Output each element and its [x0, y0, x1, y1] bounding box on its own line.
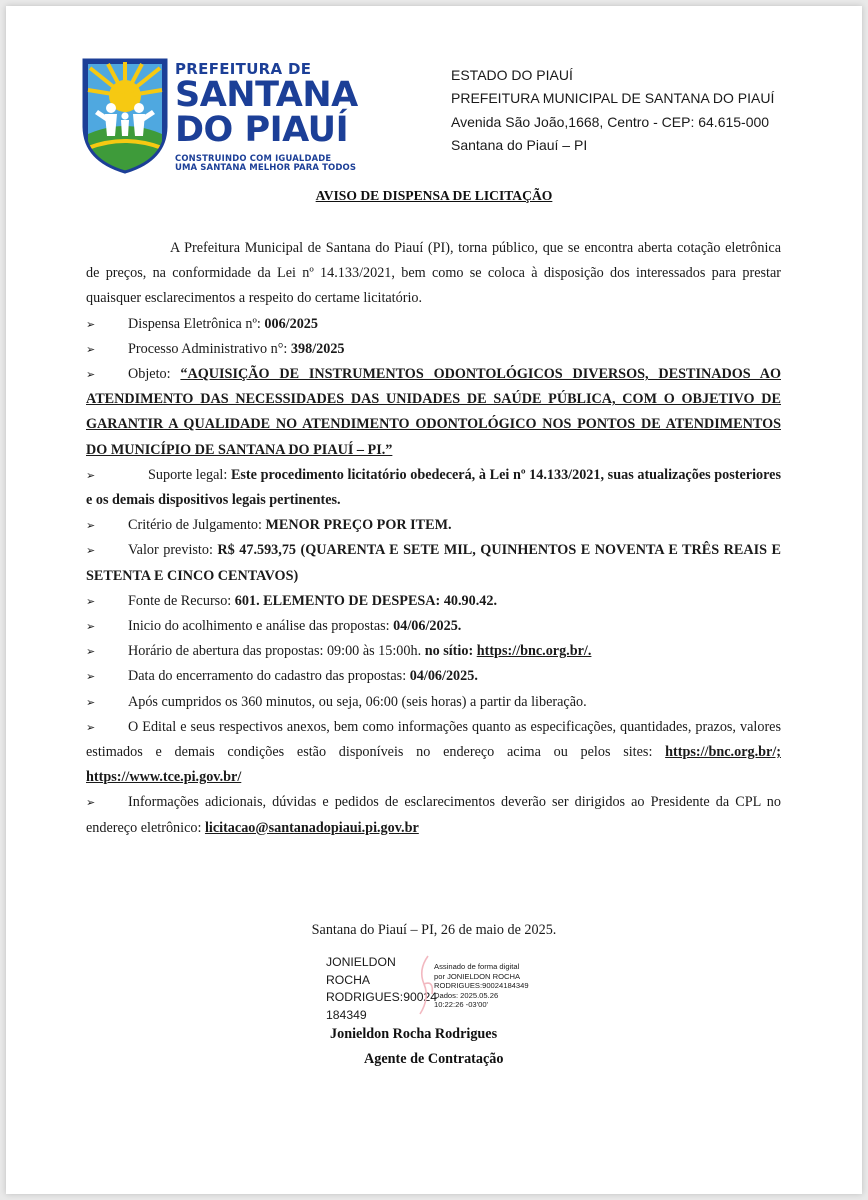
logo-slogan2: UMA SANTANA MELHOR PARA TODOS [175, 163, 357, 173]
logo-top-text: PREFEITURA DE [175, 60, 312, 78]
arrow-bullet-icon: ➢ [86, 720, 96, 734]
list-item-suporte [86, 463, 781, 513]
list-item-fonte [86, 589, 781, 614]
arrow-bullet-icon: ➢ [86, 670, 96, 684]
digital-line: RODRIGUES:90024184349 [434, 981, 529, 991]
header-address: Avenida São João,1668, Centro - CEP: 64.615-000 [451, 113, 770, 130]
objeto-value: “AQUISIÇÃO DE INSTRUMENTOS ODONTOLÓGICOS DIVERSOS, DESTINADOS AO ATENDIMENTO DAS NECESSIDADES DAS UNIDADES DE SAÚDE PÚBLICA, COM O OBJETIVO DE GARANTIR A QUALIDADE NO ATENDIMENTO ODONTOLÓGICO NOS PONTOS DE ATENDIMENTOS DO MUNICÍPIO DE SANTANA DO PIAUÍ – PI.” [86, 366, 781, 458]
header-city: Santana do Piauí – PI [451, 137, 588, 154]
processo-value: 398/2025 [290, 340, 345, 357]
digital-signature-info [434, 962, 564, 1010]
horario-site-label: no sítio: [424, 643, 477, 660]
arrow-bullet-icon: ➢ [86, 519, 96, 533]
suporte-value: Este procedimento licitatório obedecerá, à Lei nº 14.133/2021, suas atualizações posteriores e os demais dispositivos legais pertinentes. [86, 466, 781, 509]
processo-label: Processo Administrativo n°: [128, 340, 291, 357]
edital-text: O Edital e seus respectivos anexos, bem como informações quanto as especificações, quantidades, prazos, valores estimados e demais condições estão disponíveis no endereço acima ou pelos sites: [86, 718, 781, 761]
edital-links[interactable]: https://bnc.org.br/; https://www.tce.pi.gov.br/ [86, 744, 781, 786]
list-item-apos [86, 690, 781, 715]
list-item-info [86, 790, 781, 840]
fonte-label: Fonte de Recurso: [128, 592, 235, 609]
list-item-edital [86, 715, 781, 791]
signer-line: ROCHA [326, 972, 371, 987]
list-item-horario [86, 639, 781, 664]
signature-date: Santana do Piauí – PI, 26 de maio de 2025. [311, 922, 557, 938]
digital-line: Assinado de forma digital [434, 962, 520, 971]
intro-paragraph: A Prefeitura Municipal de Santana do Piauí (PI), torna público, que se encontra aberta cotação eletrônica de preços, na conformidade da Lei nº 14.133/2021, bem como se coloca à disposição dos interessados para prestar quaisquer esclarecimentos a respeito do certame licitatório. [86, 240, 781, 307]
valor-value: R$ 47.593,75 (QUARENTA E SETE MIL, QUINHENTOS E NOVENTA E TRÊS REAIS E SETENTA E CINCO CENTAVOS) [86, 542, 781, 584]
arrow-bullet-icon: ➢ [86, 368, 96, 382]
header-address-block [451, 64, 774, 158]
arrow-bullet-icon: ➢ [86, 317, 96, 331]
valor-label: Valor previsto: [128, 542, 218, 559]
fonte-value: 601. ELEMENTO DE DESPESA: 40.90.42. [234, 592, 498, 609]
list-item-inicio [86, 614, 781, 639]
arrow-bullet-icon: ➢ [86, 620, 96, 634]
list-item-valor [86, 538, 781, 588]
suporte-label: Suporte legal: [148, 466, 231, 483]
list-item-processo [86, 337, 781, 362]
arrow-bullet-icon: ➢ [86, 695, 96, 709]
header-prefeitura: PREFEITURA MUNICIPAL DE SANTANA DO PIAUÍ [451, 90, 775, 107]
header-state: ESTADO DO PIAUÍ [451, 67, 573, 83]
email-link[interactable]: licitacao@santanadopiaui.pi.gov.br [204, 819, 419, 836]
signatory-role: Agente de Contratação [364, 1051, 504, 1067]
document-body [86, 236, 781, 841]
bnc-link[interactable]: https://bnc.org.br/. [476, 643, 592, 660]
horario-label: Horário de abertura das propostas: 09:00 às 15:00h. [128, 643, 425, 660]
logo-line2: DO PIAUÍ [175, 110, 349, 150]
list-item-dispensa [86, 312, 781, 337]
logo-line1: SANTANA [175, 75, 358, 115]
inicio-value: 04/06/2025. [393, 618, 462, 635]
list-item-criterio [86, 513, 781, 538]
signatory-name: Jonieldon Rocha Rodrigues [330, 1026, 498, 1042]
arrow-bullet-icon: ➢ [86, 796, 96, 810]
info-text: Informações adicionais, dúvidas e pedidos de esclarecimentos deverão ser dirigidos ao Presidente da CPL no endereço eletrônico: [86, 794, 781, 836]
digital-line: por JONIELDON ROCHA [434, 971, 521, 981]
digital-line: 10:22:26 -03'00' [434, 1000, 488, 1010]
criterio-value: MENOR PREÇO POR ITEM. [265, 517, 452, 534]
arrow-bullet-icon: ➢ [86, 468, 96, 482]
encerramento-value: 04/06/2025. [409, 668, 478, 685]
criterio-label: Critério de Julgamento: [128, 517, 266, 534]
objeto-label: Objeto: [128, 366, 181, 383]
prefeitura-logo [80, 56, 410, 178]
logo-slogan1: CONSTRUINDO COM IGUALDADE [175, 153, 332, 163]
dispensa-label: Dispensa Eletrônica nº: [128, 315, 265, 332]
signer-line: RODRIGUES:90024 [326, 990, 438, 1004]
arrow-bullet-icon: ➢ [86, 594, 96, 608]
encerramento-label: Data do encerramento do cadastro das propostas: [128, 668, 410, 685]
arrow-bullet-icon: ➢ [86, 342, 96, 356]
list-item-encerramento [86, 664, 781, 689]
inicio-label: Inicio do acolhimento e análise das propostas: [128, 618, 394, 635]
document-title: AVISO DE DISPENSA DE LICITAÇÃO [315, 188, 553, 203]
signer-line: 184349 [326, 1007, 367, 1022]
arrow-bullet-icon: ➢ [86, 645, 96, 659]
municipal-shield-icon [80, 56, 170, 174]
list-item-objeto [86, 362, 781, 463]
signer-line: JONIELDON [326, 955, 396, 969]
dispensa-value: 006/2025 [264, 315, 318, 332]
digital-line: Dados: 2025.05.26 [434, 990, 499, 1000]
arrow-bullet-icon: ➢ [86, 544, 96, 558]
apos-text: Após cumpridos os 360 minutos, ou seja, 06:00 (seis horas) a partir da liberação. [128, 693, 587, 710]
